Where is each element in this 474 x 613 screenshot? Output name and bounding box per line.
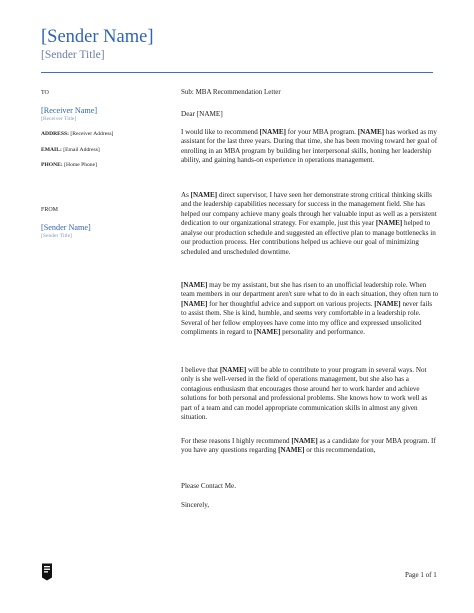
- document-logo-icon: [41, 563, 55, 581]
- to-label: TO: [41, 90, 49, 96]
- from-sender-title: [Sender Title]: [41, 233, 72, 239]
- paragraph-3: [NAME] may be my assistant, but she has risen to an unofficial leadership role. When team members in our department aren't sure what to do in each situation, they often turn to [NAME] for her thoughtful advice and support on various projects. [NAME] never fails to assist them. She is kind, humble, and seems very comfortable in a leadership role. Several of her fellow employees have come into my office and expressed unsolicited compliments in regard to [NAME] personality and performance.: [181, 281, 439, 337]
- closing-line: Sincerely,: [181, 501, 210, 509]
- receiver-block: [41, 106, 163, 122]
- from-sender-name: [Sender Name]: [41, 223, 91, 232]
- phone-value: [Home Phone]: [64, 162, 97, 168]
- phone-row: [41, 162, 163, 168]
- to-block: [41, 90, 163, 96]
- header-divider: [41, 72, 433, 73]
- receiver-title: [Receiver Title]: [41, 116, 77, 122]
- sender-name: [Sender Name]: [41, 27, 154, 47]
- from-block: [41, 207, 163, 213]
- receiver-name: [Receiver Name]: [41, 106, 98, 115]
- from-sender-block: [41, 223, 163, 239]
- page-number: Page 1 of 1: [405, 571, 437, 579]
- letter-salutation: Dear [NAME]: [181, 110, 223, 118]
- paragraph-2: As [NAME] direct supervisor, I have seen her demonstrate strong critical thinking skills and the leadership capabilities necessary for success in the management field. She has helped our company achieve many goals through her valuable input as well as a persistent dedication to our organizational strategy. For example, just this year [NAME] helped to analyse our production schedule and suggested an effective plan to manage bottlenecks in our production process. Her contributions helped us achieve our goal of minimizing scheduled and unscheduled downtime.: [181, 191, 437, 256]
- from-label: FROM: [41, 207, 59, 213]
- phone-label: PHONE:: [41, 162, 63, 168]
- paragraph-1: I would like to recommend [NAME] for your MBA program. [NAME] has worked as my assistant for the last three years. During that time, she has been moving toward her goal of enrolling in an MBA program by building her interpersonal skills, honing her leadership ability, and gaining hands-on experience in operations management.: [181, 128, 438, 165]
- address-value: [Receiver Address]: [70, 131, 114, 137]
- email-value: [Email Address]: [63, 147, 100, 153]
- sender-title: [Sender Title]: [41, 49, 105, 61]
- contact-line: Please Contact Me.: [181, 482, 236, 490]
- letter-subject: Sub: MBA Recommendation Letter: [181, 88, 281, 96]
- paragraph-4: I believe that [NAME] will be able to contribute to your program in several ways. Not only is she well-versed in the field of operations management, but she also has a contagious enthusiasm that encourages those around her to work harder and achieve solutions for both personal and professional problems. She knows how to work well as part of a team and can model appropriate communication skills in almost any given situation.: [181, 366, 428, 422]
- email-label: EMAIL:: [41, 147, 62, 153]
- address-row: [41, 131, 163, 137]
- address-label: ADDRESS:: [41, 131, 69, 137]
- email-row: [41, 147, 163, 153]
- paragraph-5: For these reasons I highly recommend [NAME] as a candidate for your MBA program. If you have any questions regarding [NAME] or this recommendation,: [181, 437, 436, 455]
